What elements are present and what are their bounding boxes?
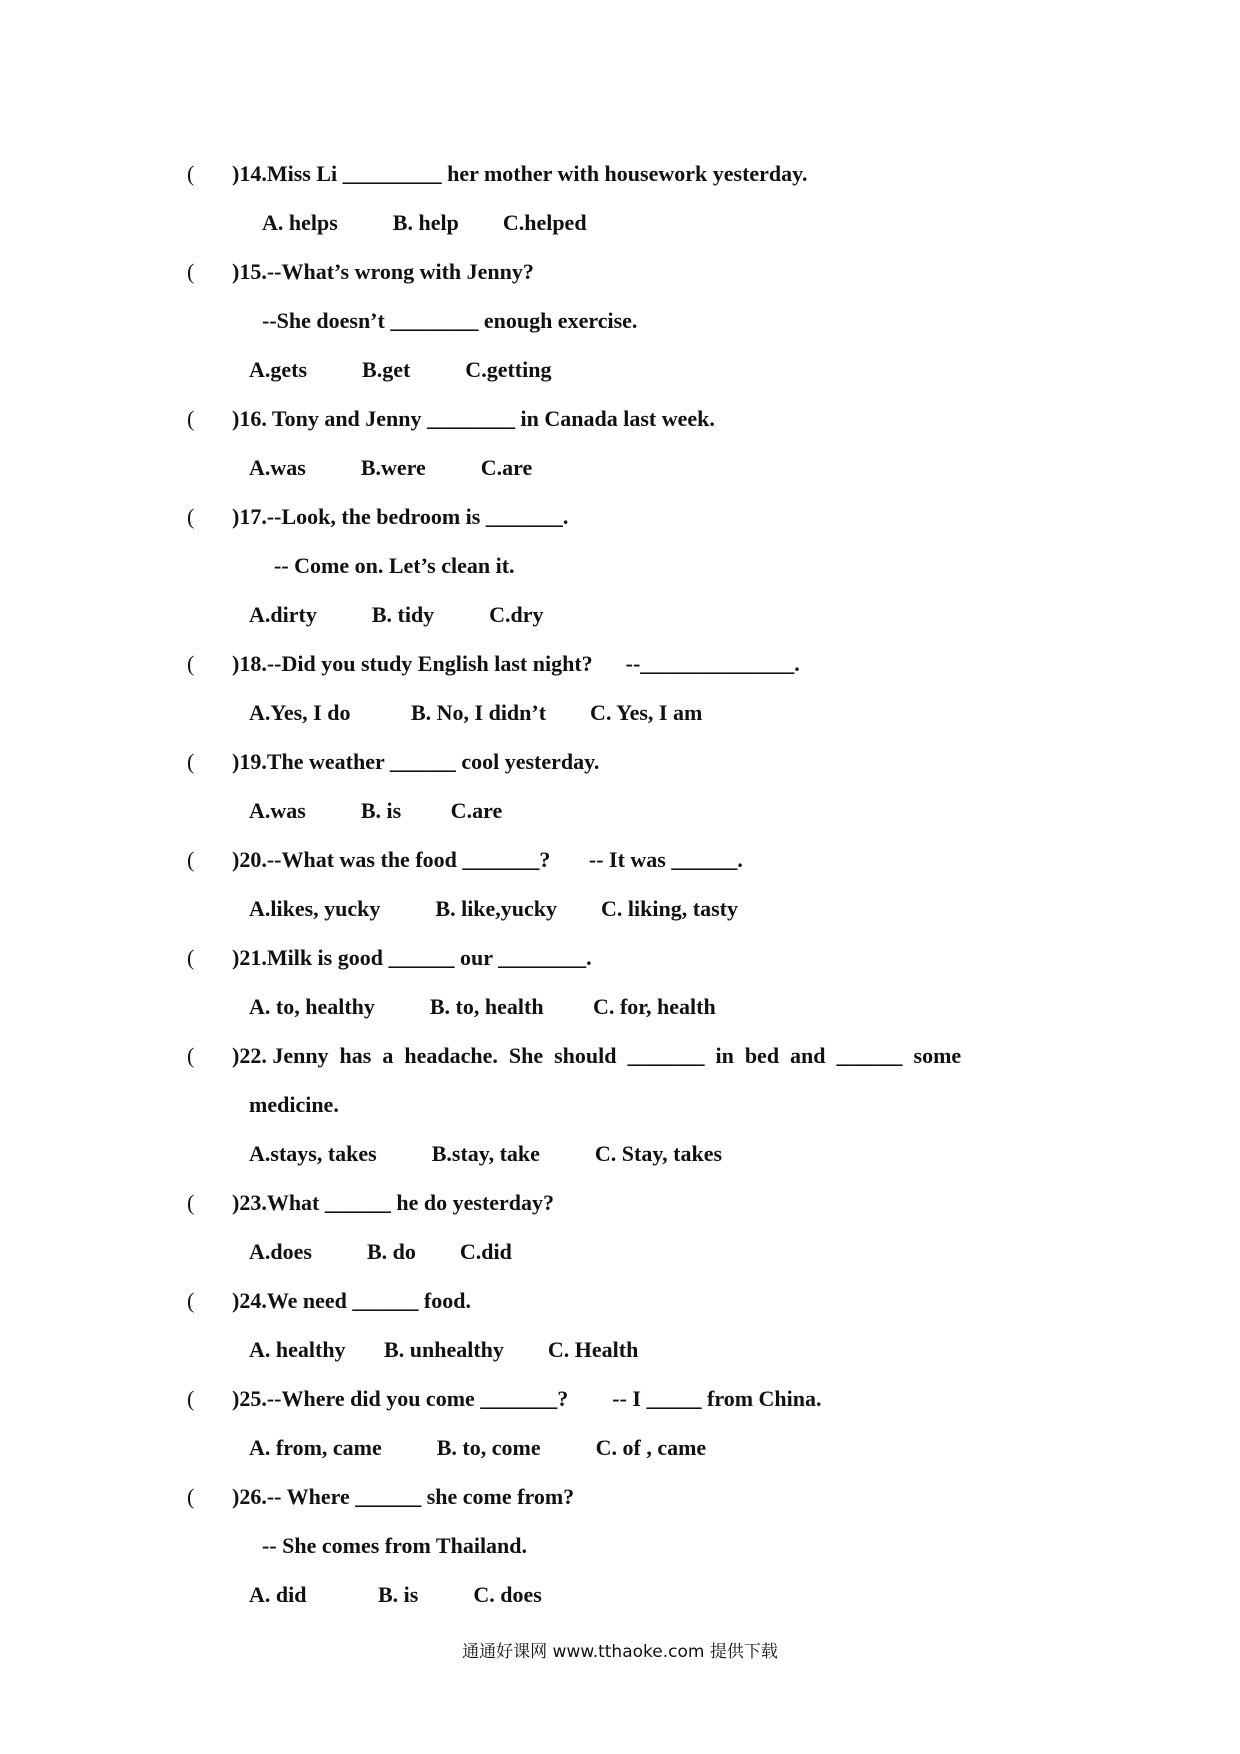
question-22: )22. Jenny has a headache. She should _______ in bed and ______ some [232,1043,962,1068]
options-17: A.dirty B. tidy C.dry [249,602,544,627]
answer-paren-23: ( [187,1190,195,1215]
options-14: A. helps B. help C.helped [262,210,587,235]
options-22: A.stays, takes B.stay, take C. Stay, takes [249,1141,723,1166]
answer-paren-25: ( [187,1386,195,1411]
options-25: A. from, came B. to, come C. of , came [249,1435,707,1460]
options-15: A.gets B.get C.getting [249,357,552,382]
options-24: A. healthy B. unhealthy C. Health [249,1337,639,1362]
question-20: )20.--What was the food _______? -- It was ______. [232,847,743,872]
options-19: A.was B. is C.are [249,798,503,823]
question-19: )19.The weather ______ cool yesterday. [232,749,600,774]
options-23: A.does B. do C.did [249,1239,512,1264]
question-15-reply: --She doesn’t ________ enough exercise. [262,308,638,333]
answer-paren-16: ( [187,406,195,431]
question-26-reply: -- She comes from Thailand. [262,1533,528,1558]
options-20: A.likes, yucky B. like,yucky C. liking, tasty [249,896,738,921]
question-26: )26.-- Where ______ she come from? [232,1484,575,1509]
answer-paren-21: ( [187,945,195,970]
answer-paren-26: ( [187,1484,195,1509]
question-22-continued: medicine. [249,1092,339,1117]
answer-paren-20: ( [187,847,195,872]
question-17: )17.--Look, the bedroom is _______. [232,504,569,529]
question-15: )15.--What’s wrong with Jenny? [232,259,534,284]
question-18: )18.--Did you study English last night? --______________. [232,651,800,676]
question-23: )23.What ______ he do yesterday? [232,1190,555,1215]
answer-paren-14: ( [187,161,195,186]
options-18: A.Yes, I do B. No, I didn’t C. Yes, I am [249,700,703,725]
answer-paren-24: ( [187,1288,195,1313]
answer-paren-22: ( [187,1043,195,1068]
options-16: A.was B.were C.are [249,455,533,480]
options-21: A. to, healthy B. to, health C. for, health [249,994,716,1019]
answer-paren-17: ( [187,504,195,529]
question-17-reply: -- Come on. Let’s clean it. [274,553,515,578]
answer-paren-19: ( [187,749,195,774]
question-25: )25.--Where did you come _______? -- I _____ from China. [232,1386,822,1411]
question-14: )14.Miss Li _________ her mother with housework yesterday. [232,161,808,186]
question-21: )21.Milk is good ______ our ________. [232,945,592,970]
footer-source: 通通好课网 www.tthaoke.com 提供下载 [462,1642,778,1662]
question-16: )16. Tony and Jenny ________ in Canada last week. [232,406,715,431]
options-26: A. did B. is C. does [249,1582,542,1607]
answer-paren-18: ( [187,651,195,676]
answer-paren-15: ( [187,259,195,284]
question-24: )24.We need ______ food. [232,1288,471,1313]
